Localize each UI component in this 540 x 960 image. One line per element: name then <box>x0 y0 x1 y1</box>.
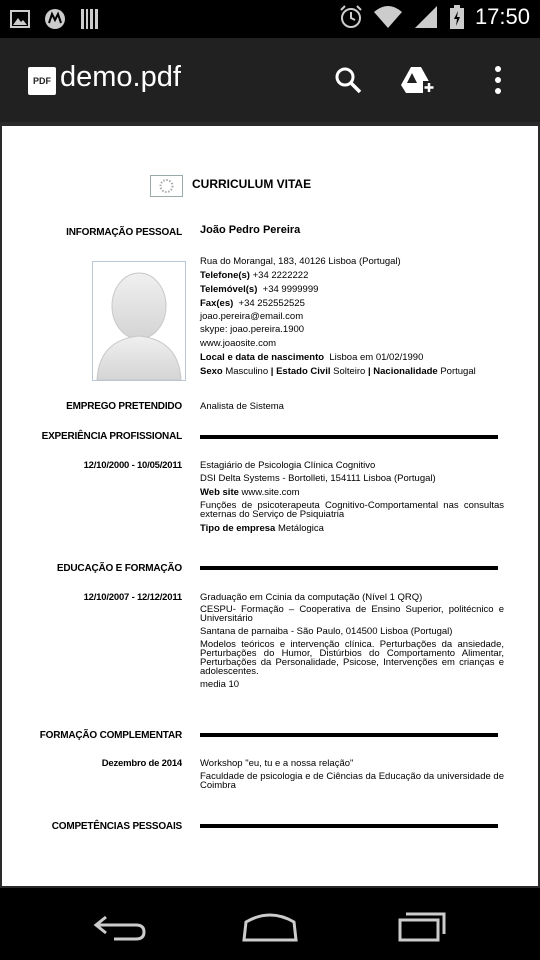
section-label-education: EDUCAÇÃO E FORMAÇÃO <box>56 563 182 574</box>
experience-website-label: Web site <box>200 487 239 498</box>
company-type-value: Metálogica <box>277 523 324 534</box>
experience-employer: DSI Delta Systems - Bortolleti, 154111 Lisboa (Portugal) <box>200 473 436 484</box>
experience-dates: 12/10/2000 - 10/05/2011 <box>83 460 182 471</box>
back-icon[interactable] <box>90 906 150 946</box>
section-divider <box>200 824 498 828</box>
app-bar <box>0 38 540 122</box>
section-divider <box>200 435 498 439</box>
battery-icon <box>449 4 465 30</box>
section-divider <box>200 733 498 737</box>
section-label-experience: EXPERIÊNCIA PROFISSIONAL <box>41 431 182 442</box>
email: joao.pereira@email.com <box>200 311 304 322</box>
civil-value: Solteiro <box>333 366 366 377</box>
address: Rua do Morangal, 183, 40126 Lisboa (Portugal) <box>200 256 401 267</box>
profile-photo <box>92 261 186 381</box>
signal-icon <box>413 4 439 30</box>
document-title: demo.pdf <box>60 61 181 93</box>
nationality-value: Portugal <box>440 366 476 377</box>
eu-flag-logo <box>150 175 183 197</box>
section-label-personal: INFORMAÇÃO PESSOAL <box>66 227 182 238</box>
education-location: Santana de parnaiba - São Paulo, 014500 Lisboa (Portugal) <box>200 626 453 637</box>
section-divider <box>200 566 498 570</box>
mobile-row <box>200 284 318 296</box>
phone-label: Telefone(s) <box>200 270 250 281</box>
navigation-bar <box>0 888 540 960</box>
pdf-file-icon: PDF <box>28 67 56 95</box>
section-label-desired-job: EMPREGO PRETENDIDO <box>66 401 182 412</box>
fax-label: Fax(es) <box>200 298 234 309</box>
sex-value: Masculino <box>225 366 269 377</box>
fax-row <box>200 298 305 310</box>
birth-label: Local e data de nascimento <box>200 352 325 363</box>
skype: skype: joao.pereira.1900 <box>200 324 305 335</box>
experience-website-row <box>200 487 300 499</box>
section-label-skills: COMPETÊNCIAS PESSOAIS <box>51 821 182 832</box>
wifi-icon <box>373 4 403 30</box>
company-type-label: Tipo de empresa <box>200 523 276 534</box>
more-options-icon[interactable] <box>480 62 516 98</box>
experience-role: Estagiário de Psicologia Clínica Cognitivo <box>200 460 376 471</box>
civil-label: Estado Civil <box>276 366 331 377</box>
complementary-date: Dezembro de 2014 <box>101 758 182 769</box>
experience-website-value: www.site.com <box>241 487 300 498</box>
home-icon[interactable] <box>240 906 300 946</box>
search-icon[interactable] <box>330 62 366 98</box>
cv-heading: CURRICULUM VITAE <box>192 177 312 191</box>
sex-label: Sexo <box>200 366 223 377</box>
education-grade: media 10 <box>200 679 240 690</box>
sex-civil-nationality-row: Sexo Masculino | Estado Civil Solteiro | Nacionalidade Portugal <box>200 366 476 377</box>
complementary-institution: Faculdade de psicologia e de Ciências da Educação da universidade de Coimbra <box>200 771 504 791</box>
mobile-label: Telemóvel(s) <box>200 284 258 295</box>
alarm-icon <box>339 4 363 30</box>
company-type-row <box>200 523 324 535</box>
section-label-complementary: FORMAÇÃO COMPLEMENTAR <box>39 730 182 741</box>
pdf-page <box>2 126 538 886</box>
recent-apps-icon[interactable] <box>392 906 452 946</box>
desired-job-value: Analista de Sistema <box>200 401 284 412</box>
nationality-label: Nacionalidade <box>373 366 438 377</box>
add-to-drive-icon[interactable] <box>400 62 436 98</box>
fax-value: +34 252552525 <box>238 298 305 309</box>
education-dates: 12/10/2007 - 12/12/2011 <box>83 592 182 603</box>
gallery-icon <box>10 9 30 29</box>
pdf-viewer[interactable] <box>0 122 540 888</box>
birth-value: Lisboa em 01/02/1990 <box>329 352 424 363</box>
phone-row <box>200 270 308 282</box>
phone-value: +34 2222222 <box>252 270 309 281</box>
barcode-icon <box>80 8 100 30</box>
clock-time: 17:50 <box>474 4 530 29</box>
person-name: João Pedro Pereira <box>200 224 301 236</box>
education-degree: Graduação em Ccinia da computação (Nível 1 QRQ) <box>200 592 423 603</box>
personal-website: www.joaosite.com <box>200 338 277 349</box>
status-bar <box>0 0 540 38</box>
mobile-value: +34 9999999 <box>262 284 319 295</box>
complementary-title: Workshop "eu, tu e a nossa relação" <box>200 758 354 769</box>
notification-icons <box>10 8 100 30</box>
education-description: Modelos teóricos e intervenção clínica. Perturbações da ansiedade, Perturbações do Humor, Distúrbios do Comportamento Alimentar, Perturbações da Personalidade, Psicose, Intervenções em crianças e adolescentes. <box>200 639 504 677</box>
birth-row <box>200 352 423 364</box>
education-institution: CESPU- Formação – Cooperativa de Ensino Superior, politécnico e Universitário <box>200 604 504 624</box>
motorola-icon <box>44 8 66 30</box>
experience-description: Funções de psicoterapeuta Cognitivo-Comportamental nas consultas externas do Serviço de Psiquiatria <box>200 500 504 520</box>
